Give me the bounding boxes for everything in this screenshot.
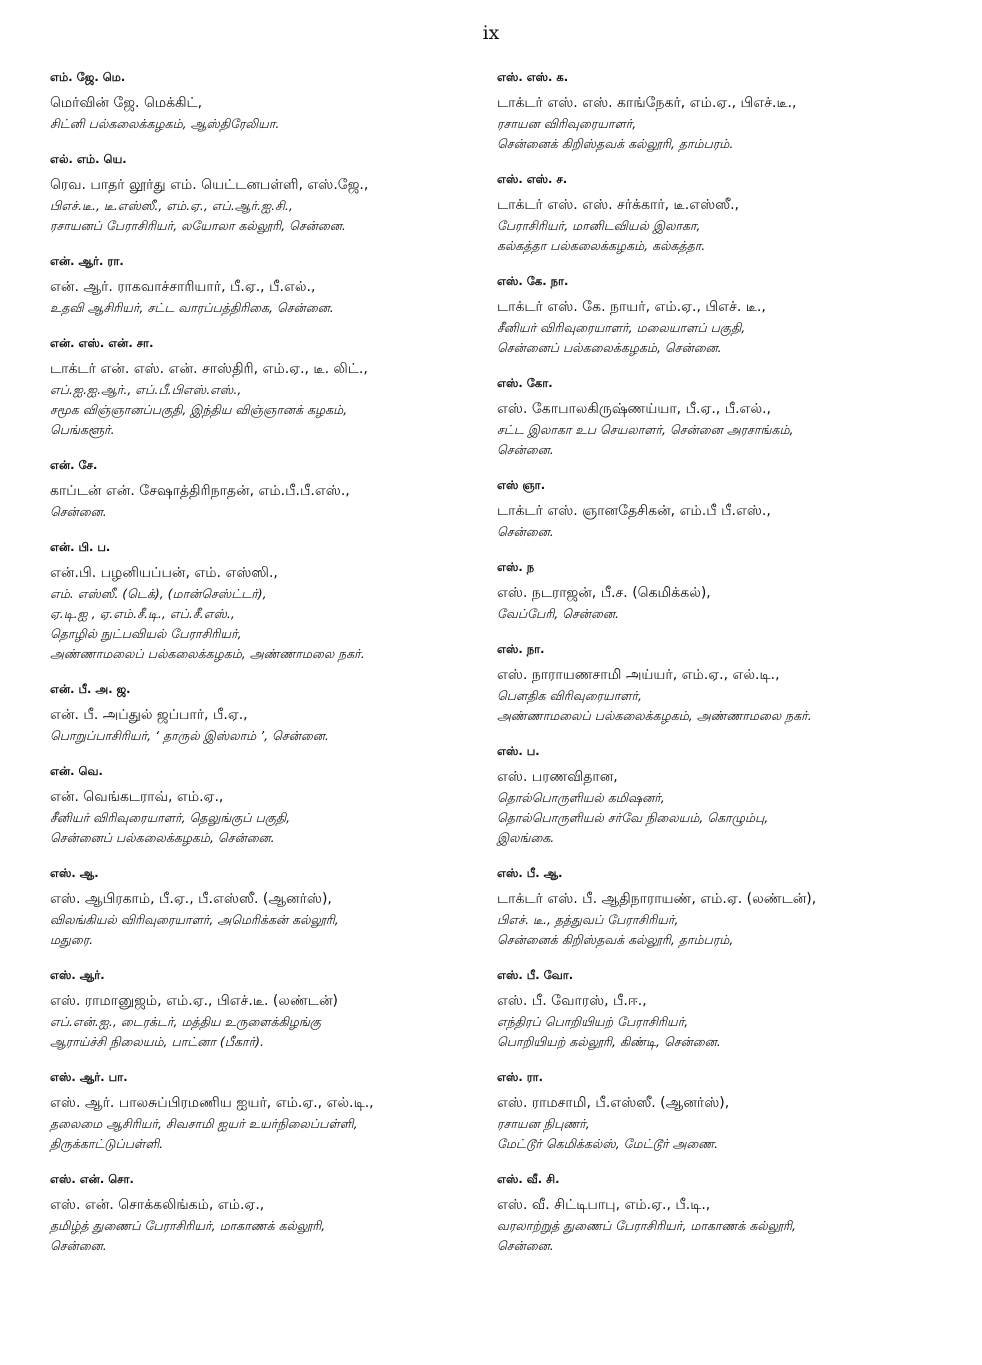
contributor-entry xyxy=(50,682,460,746)
contributor-detail-line: சென்னைப் பல்கலைக்கழகம், சென்னை. xyxy=(50,830,275,845)
contributor-name: டாக்டர் எஸ். எஸ். சர்க்கார், டீ.எஸ்ஸீ., xyxy=(497,197,740,213)
contributor-entry xyxy=(497,866,937,950)
contributor-abbreviation: எஸ். ஆர். xyxy=(50,968,105,982)
contributor-abbreviation: என். சே. xyxy=(50,458,98,472)
contributor-detail-line: பொறுப்பாசிரியர், ‘ தாருல் இஸ்லாம் ’, சென்னை. xyxy=(50,728,329,743)
contributor-name: எஸ். ஆபிரகாம், பீ.ஏ., பீ.எஸ்ஸீ. (ஆனர்ஸ்), xyxy=(50,891,332,907)
contributor-name: ரெவ. பாதர் லூர்து எம். யெட்டனபள்ளி, எஸ்.ஜே., xyxy=(50,177,369,193)
contributor-entry xyxy=(497,274,937,358)
contributor-detail-line: எம். எஸ்ஸீ. (டெக்), (மான்செஸ்ட்டர்), xyxy=(50,586,267,601)
contributor-name: என். ஆர். ராகவாச்சாரியார், பீ.ஏ., பீ.எல்., xyxy=(50,279,316,295)
contributor-entry xyxy=(497,968,937,1052)
contributor-abbreviation: எஸ். ந xyxy=(497,560,535,574)
contributor-detail-line: சென்னை. xyxy=(50,1238,107,1253)
contributor-abbreviation: எஸ். நா. xyxy=(497,642,545,656)
contributor-entry xyxy=(497,172,937,256)
contributor-detail-line: அண்ணாமலைப் பல்கலைக்கழகம், அண்ணாமலை நகர். xyxy=(497,708,812,723)
contributor-abbreviation: எஸ். ரா. xyxy=(497,1070,544,1084)
contributor-name: எஸ். ஆர். பாலசுப்பிரமணிய ஐயர், எம்.ஏ., எல்.டி., xyxy=(50,1095,374,1111)
contributor-detail-line: திருக்காட்டுப்பள்ளி. xyxy=(50,1136,164,1151)
contributor-entry xyxy=(50,152,460,236)
contributor-name: டாக்டர் எஸ். கே. நாயர், எம்.ஏ., பிஎச். டீ., xyxy=(497,299,766,315)
contributor-name: எஸ். என். சொக்கலிங்கம், எம்.ஏ., xyxy=(50,1197,265,1213)
contributor-entry xyxy=(497,560,937,624)
contributor-entry xyxy=(50,254,460,318)
contributor-entry xyxy=(497,478,937,542)
contributor-detail-line: மதுரை. xyxy=(50,932,94,947)
contributor-name: காப்டன் என். சேஷாத்திரிநாதன், எம்.பீ.பீ.எஸ்., xyxy=(50,483,350,499)
contributor-detail-line: சென்னை. xyxy=(497,1238,554,1253)
contributor-entry xyxy=(50,1070,460,1154)
contributor-entry xyxy=(50,336,460,440)
contributor-detail-line: பிஎச்.டீ., டீ.எஸ்ஸீ., எம்.ஏ., எப்.ஆர்.ஐ.சி., xyxy=(50,198,293,213)
contributor-detail-line: சென்னை. xyxy=(50,504,107,519)
contributor-detail-line: சென்னை. xyxy=(497,524,554,539)
contributor-detail-line: பெங்களூர். xyxy=(50,422,115,437)
contributor-detail-line: கல்கத்தா பல்கலைக்கழகம், கல்கத்தா. xyxy=(497,238,706,253)
contributor-name: எஸ். கோபாலகிருஷ்ணய்யா, பீ.ஏ., பீ.எல்., xyxy=(497,401,772,417)
contributor-detail-line: பிஎச். டீ., தத்துவப் பேராசிரியர், xyxy=(497,912,679,927)
contributor-entry xyxy=(50,458,460,522)
contributor-name: எஸ். ராமசாமி, பீ.எஸ்ஸீ. (ஆனர்ஸ்), xyxy=(497,1095,730,1111)
contributor-abbreviation: எஸ். கோ. xyxy=(497,376,553,390)
contributor-name: என். வெங்கடராவ், எம்.ஏ., xyxy=(50,789,224,805)
contributor-detail-line: சமூக விஞ்ஞானப்பகுதி, இந்திய விஞ்ஞானக் கழகம், xyxy=(50,402,348,417)
contributor-detail-line: எப்.என்.ஐ., டைரக்டர், மத்திய உருளைக்கிழங்கு xyxy=(50,1014,321,1029)
contributor-detail-line: எப்.ஐ.ஐ.ஆர்., எப்.பீ.பிஎஸ்.எஸ்., xyxy=(50,382,242,397)
contributor-detail-line: தொல்பொருளியல் கமிஷனர், xyxy=(497,790,665,805)
contributor-name: டாக்டர் எஸ். எஸ். காங்நேகர், எம்.ஏ., பிஎச்.டீ., xyxy=(497,95,797,111)
contributor-detail-line: பௌதிக விரிவுரையாளர், xyxy=(497,688,643,703)
contributor-detail-line: வேப்பேரி, சென்னை. xyxy=(497,606,619,621)
contributor-name: எஸ். நடராஜன், பீ.ச. (கெமிக்கல்), xyxy=(497,585,711,601)
contributor-abbreviation: எல். எம். யெ. xyxy=(50,152,127,166)
contributor-abbreviation: என். ஆர். ரா. xyxy=(50,254,124,268)
contributor-abbreviation: எஸ். கே. நா. xyxy=(497,274,569,288)
contributor-abbreviation: எஸ். எஸ். க. xyxy=(497,70,569,84)
contributor-name: எஸ். பீ. வோரஸ், பீ.ஈ., xyxy=(497,993,647,1009)
right-column xyxy=(497,70,937,1256)
contributor-detail-line: விலங்கியல் விரிவுரையாளர், அமெரிக்கன் கல்லூரி, xyxy=(50,912,339,927)
contributor-entry xyxy=(497,1172,937,1256)
contributor-abbreviation: எம். ஜே. மெ. xyxy=(50,70,126,84)
contributor-detail-line: ரசாயன விரிவுரையாளர், xyxy=(497,116,637,131)
contributor-entry xyxy=(497,744,937,848)
contributor-abbreviation: எஸ். பீ. ஆ. xyxy=(497,866,563,880)
contributor-abbreviation: எஸ். ஆர். பா. xyxy=(50,1070,128,1084)
contributor-abbreviation: என். எஸ். என். சா. xyxy=(50,336,154,350)
contributor-detail-line: சட்ட இலாகா உப செயலாளர், சென்னை அரசாங்கம், xyxy=(497,422,794,437)
contributor-abbreviation: எஸ். பீ. வோ. xyxy=(497,968,574,982)
page-number: ix xyxy=(482,22,500,44)
contributor-detail-line: எந்திரப் பொறியியற் பேராசிரியர், xyxy=(497,1014,689,1029)
contributor-detail-line: சென்னைப் பல்கலைக்கழகம், சென்னை. xyxy=(497,340,722,355)
contributor-abbreviation: எஸ். எஸ். ச. xyxy=(497,172,568,186)
contributor-name: எஸ். ராமானுஜம், எம்.ஏ., பிஎச்.டீ. (லண்டன்) xyxy=(50,993,338,1009)
contributor-name: என். பீ. அப்துல் ஜப்பார், பீ.ஏ., xyxy=(50,707,248,723)
contributor-detail-line: தொழில் நுட்பவியல் பேராசிரியர், xyxy=(50,626,242,641)
contributor-entry xyxy=(497,1070,937,1154)
contributor-entry xyxy=(50,764,460,848)
contributor-detail-line: வரலாற்றுத் துணைப் பேராசிரியர், மாகாணக் கல்லூரி, xyxy=(497,1218,797,1233)
contributor-entry xyxy=(497,70,937,154)
contributor-abbreviation: எஸ் ஞா. xyxy=(497,478,546,492)
contributor-detail-line: உதவி ஆசிரியர், சட்ட வாரப்பத்திரிகை, சென்னை. xyxy=(50,300,334,315)
contributor-detail-line: இலங்கை. xyxy=(497,830,555,845)
contributor-abbreviation: என். பீ. அ. ஜ. xyxy=(50,682,131,696)
contributor-detail-line: அண்ணாமலைப் பல்கலைக்கழகம், அண்ணாமலை நகர். xyxy=(50,646,365,661)
contributor-name: டாக்டர் எஸ். ஞானதேசிகன், எம்.பீ பீ.எஸ்., xyxy=(497,503,771,519)
contributor-entry xyxy=(497,642,937,726)
contributor-abbreviation: என். வெ. xyxy=(50,764,103,778)
contributor-detail-line: தொல்பொருளியல் சர்வே நிலையம், கொழும்பு, xyxy=(497,810,769,825)
left-column xyxy=(50,70,460,1256)
contributor-name: மெர்வின் ஜே. மெக்கிட், xyxy=(50,95,203,111)
contributor-abbreviation: எஸ். என். சொ. xyxy=(50,1172,134,1186)
contributor-detail-line: பேராசிரியர், மானிடவியல் இலாகா, xyxy=(497,218,701,233)
contributor-detail-line: சீனியர் விரிவுரையாளர், தெலுங்குப் பகுதி, xyxy=(50,810,291,825)
contributor-name: டாக்டர் எஸ். பீ. ஆதிநாராயண், எம்.ஏ. (லண்டன்), xyxy=(497,891,817,907)
contributor-detail-line: பொறியியற் கல்லூரி, கிண்டி, சென்னை. xyxy=(497,1034,721,1049)
contributor-name: டாக்டர் என். எஸ். என். சாஸ்திரி, எம்.ஏ., டீ. லிட்., xyxy=(50,361,368,377)
contributor-abbreviation: என். பி. ப. xyxy=(50,540,111,554)
contributor-name: எஸ். வீ. சிட்டிபாபு, எம்.ஏ., பீ.டி., xyxy=(497,1197,711,1213)
contributor-detail-line: சென்னைக் கிறிஸ்தவக் கல்லூரி, தாம்பரம். xyxy=(497,136,734,151)
contributor-abbreviation: எஸ். ஆ. xyxy=(50,866,99,880)
contributor-entry xyxy=(50,1172,460,1256)
contributor-name: என்.பி. பழனியப்பன், எம். எஸ்ஸி., xyxy=(50,565,278,581)
contributor-entry xyxy=(50,540,460,664)
contributor-detail-line: தமிழ்த் துணைப் பேராசிரியர், மாகாணக் கல்லூரி, xyxy=(50,1218,326,1233)
contributor-detail-line: சென்னை. xyxy=(497,442,554,457)
contributor-entry xyxy=(50,70,460,134)
contributor-abbreviation: எஸ். ப. xyxy=(497,744,540,758)
contributor-name: எஸ். பரணவிதான, xyxy=(497,769,618,785)
contributor-entry xyxy=(497,376,937,460)
contributor-name: எஸ். நாராயணசாமி அய்யர், எம்.ஏ., எல்.டி., xyxy=(497,667,780,683)
contributor-detail-line: சீனியர் விரிவுரையாளர், மலையாளப் பகுதி, xyxy=(497,320,746,335)
contributor-detail-line: ஏ.டி.ஐ , ஏ.எம்.சீ.டி., எப்.சீ.எஸ்., xyxy=(50,606,235,621)
contributor-detail-line: மேட்டூர் கெமிக்கல்ஸ், மேட்டூர் அணை. xyxy=(497,1136,719,1151)
contributor-detail-line: ஆராய்ச்சி நிலையம், பாட்னா (பீகார்). xyxy=(50,1034,264,1049)
contributor-detail-line: ரசாயனப் பேராசிரியர், லயோலா கல்லூரி, சென்னை. xyxy=(50,218,346,233)
contributor-detail-line: சிட்னி பல்கலைக்கழகம், ஆஸ்திரேலியா. xyxy=(50,116,280,131)
contributor-entry xyxy=(50,866,460,950)
contributor-abbreviation: எஸ். வீ. சி. xyxy=(497,1172,560,1186)
contributor-entry xyxy=(50,968,460,1052)
contributor-detail-line: ரசாயன நிபுணர், xyxy=(497,1116,590,1131)
contributor-detail-line: சென்னைக் கிறிஸ்தவக் கல்லூரி, தாம்பரம், xyxy=(497,932,734,947)
contributor-detail-line: தலைமை ஆசிரியர், சிவசாமி ஐயர் உயர்நிலைப்பள்ளி, xyxy=(50,1116,358,1131)
